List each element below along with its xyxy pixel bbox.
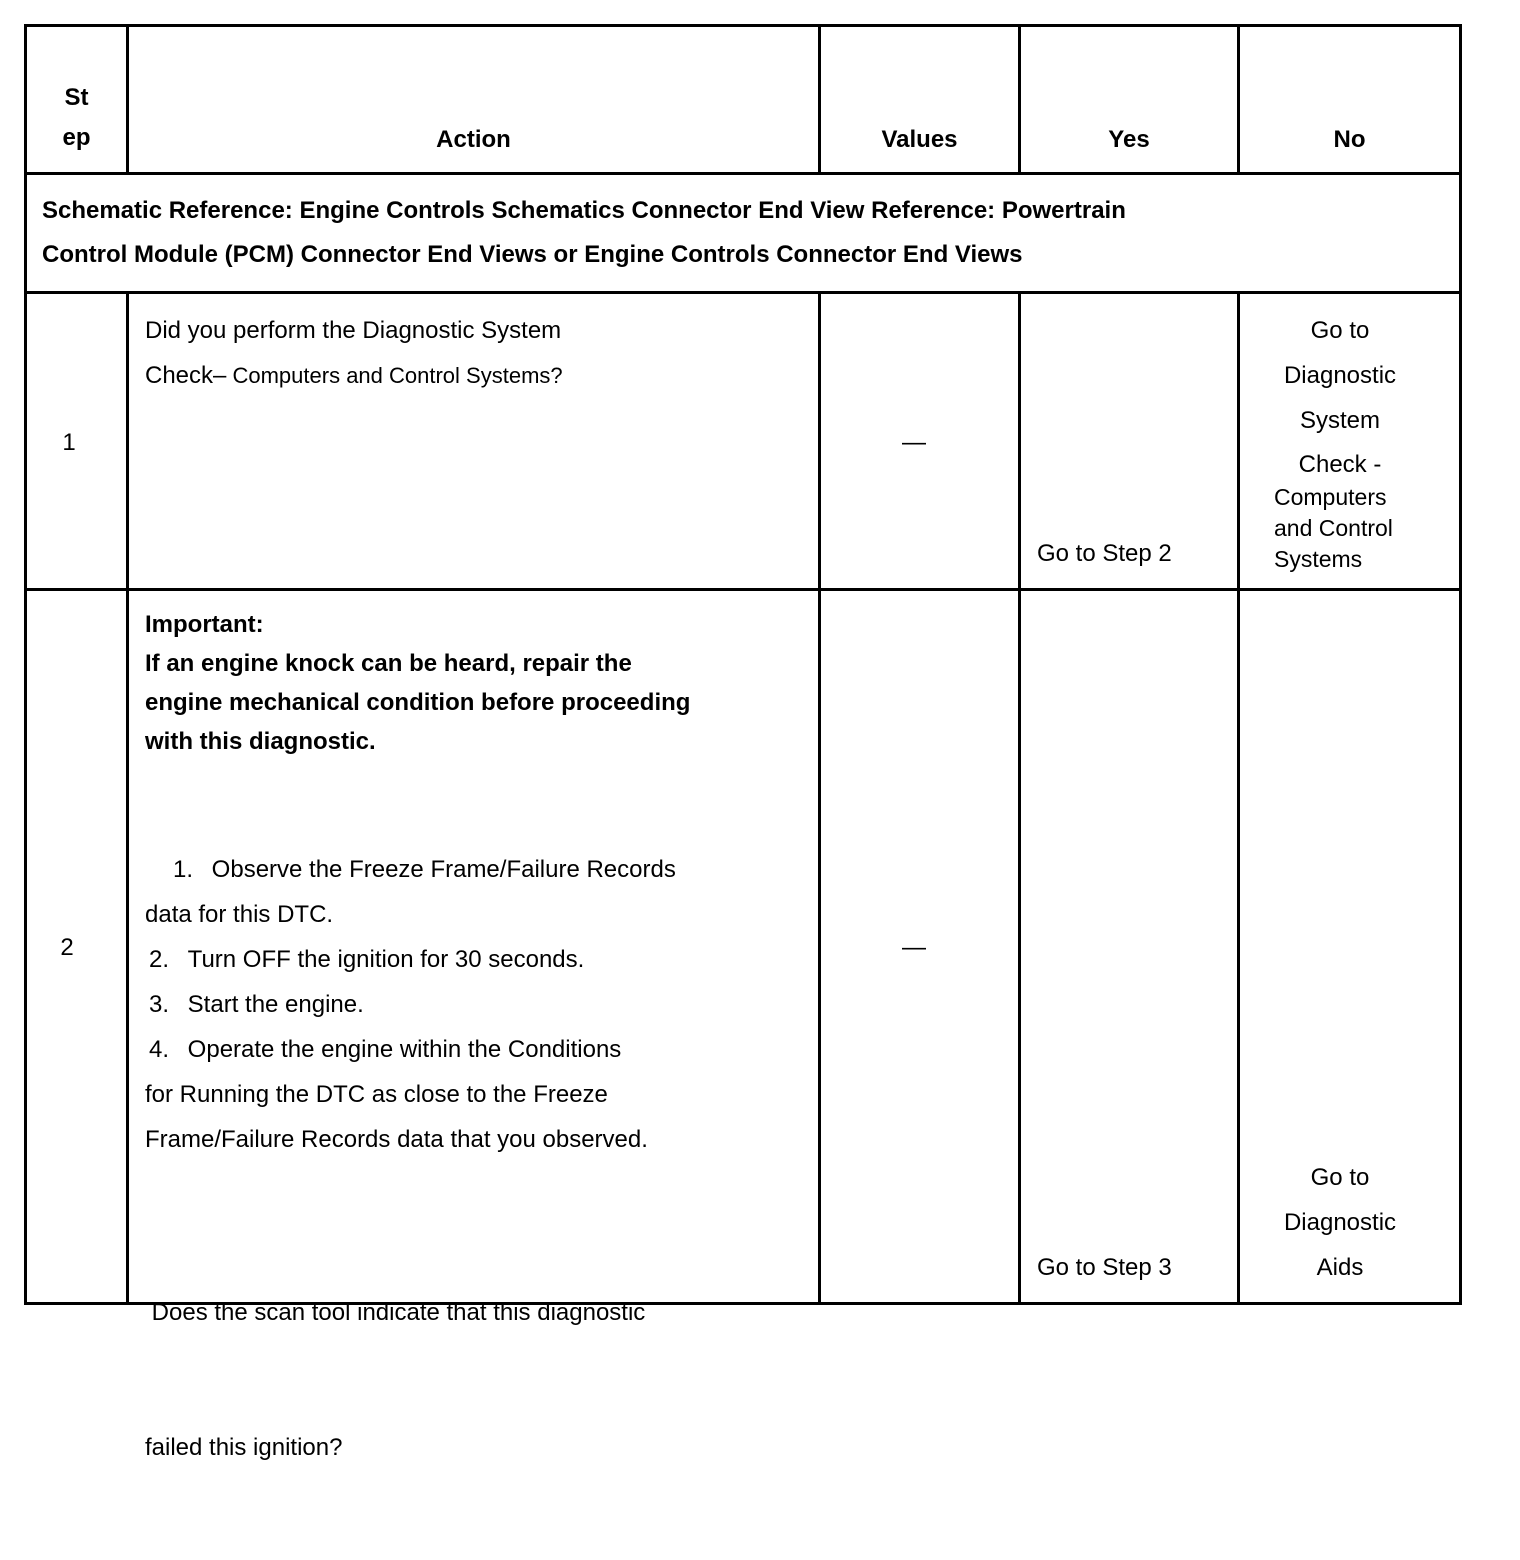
- row2-no-line2: Diagnostic: [1283, 1209, 1397, 1236]
- procedure-step-4-continued-2: Frame/Failure Records data that you observed.: [145, 1126, 648, 1153]
- procedure-step-4-continued: for Running the DTC as close to the Freeze: [145, 1081, 608, 1108]
- header-bottom-border: [24, 172, 1462, 175]
- row1-action-line2: [145, 353, 563, 398]
- procedure-step-3-text: Start the engine.: [187, 991, 364, 1018]
- important-note: [145, 605, 690, 761]
- row1-no-line5: Computers: [1274, 484, 1387, 510]
- procedure-step-1-text: Observe the Freeze Frame/Failure Records: [211, 856, 676, 883]
- table-right-border: [1459, 24, 1462, 1305]
- important-line1: If an engine knock can be heard, repair the: [145, 650, 632, 677]
- schematic-reference: [42, 189, 1126, 277]
- row1-action-line2-rest: Computers and Control Systems?: [226, 363, 563, 388]
- row1-no-continued: [1274, 482, 1393, 575]
- row1-no-line3: System: [1299, 407, 1380, 434]
- row1-no-line6: and Control: [1274, 515, 1393, 541]
- procedure-step-3: [145, 982, 676, 1027]
- row1-action-line2-lead: Check–: [145, 362, 227, 389]
- procedure-step-4-number: 4.: [148, 1036, 169, 1063]
- procedure-step-2: [145, 937, 676, 982]
- question-line1: Does the scan tool indicate that this diagnostic: [145, 1299, 646, 1326]
- row2-values: —: [902, 934, 926, 961]
- procedure-steps: [145, 847, 676, 1162]
- important-line2: engine mechanical condition before proceeding: [145, 689, 691, 716]
- header-values: Values: [881, 126, 958, 153]
- row1-no: [1240, 308, 1440, 487]
- row2-no-line3: Aids: [1316, 1254, 1364, 1281]
- row2-no: [1240, 1155, 1440, 1290]
- procedure-step-1: [145, 847, 676, 892]
- procedure-step-1-continued: data for this DTC.: [145, 901, 334, 928]
- row1-values: —: [902, 429, 926, 456]
- row1-step: 1: [62, 429, 76, 456]
- header-step-line1: St: [64, 84, 89, 111]
- row2-no-line1: Go to: [1310, 1164, 1370, 1191]
- procedure-step-2-number: 2.: [148, 946, 169, 973]
- procedure-step-2-text: Turn OFF the ignition for 30 seconds.: [187, 946, 585, 973]
- col-divider-step-action-body: [126, 291, 129, 1305]
- procedure-step-4: [145, 1027, 676, 1072]
- procedure-step-3-number: 3.: [148, 991, 169, 1018]
- important-line3: with this diagnostic.: [145, 728, 376, 755]
- header-yes: Yes: [1108, 126, 1150, 153]
- row1-yes: Go to Step 2: [1037, 540, 1172, 567]
- header-action: Action: [436, 126, 511, 153]
- table-left-border: [24, 24, 27, 1305]
- col-divider-values-yes-body: [1018, 291, 1021, 1305]
- table-top-border: [24, 24, 1462, 27]
- row1-no-line1: Go to: [1310, 317, 1370, 344]
- reference-bottom-border: [24, 291, 1462, 294]
- header-no: No: [1333, 126, 1366, 153]
- row1-no-line2: Diagnostic: [1283, 362, 1397, 389]
- schematic-reference-line1: Schematic Reference: Engine Controls Schematics Connector End View Reference: Powertrain: [42, 197, 1126, 224]
- procedure-step-1-number: 1.: [172, 856, 193, 883]
- row1-action: [145, 308, 563, 398]
- diagnostic-question: [145, 1200, 645, 1560]
- row1-action-line1: Did you perform the Diagnostic System: [145, 317, 562, 344]
- row1-no-line7: Systems: [1274, 546, 1363, 572]
- row2-step: 2: [60, 934, 74, 961]
- row2-yes: Go to Step 3: [1037, 1254, 1172, 1281]
- header-step: [27, 78, 126, 158]
- row1-no-line4: Check -: [1298, 451, 1382, 478]
- schematic-reference-line2: Control Module (PCM) Connector End Views or Engine Controls Connector End Views: [42, 241, 1023, 268]
- question-line2: failed this ignition?: [145, 1434, 343, 1461]
- important-label: Important:: [145, 611, 264, 638]
- header-step-line2: ep: [62, 124, 91, 151]
- procedure-step-4-text: Operate the engine within the Conditions: [187, 1036, 622, 1063]
- row1-bottom-border: [24, 588, 1462, 591]
